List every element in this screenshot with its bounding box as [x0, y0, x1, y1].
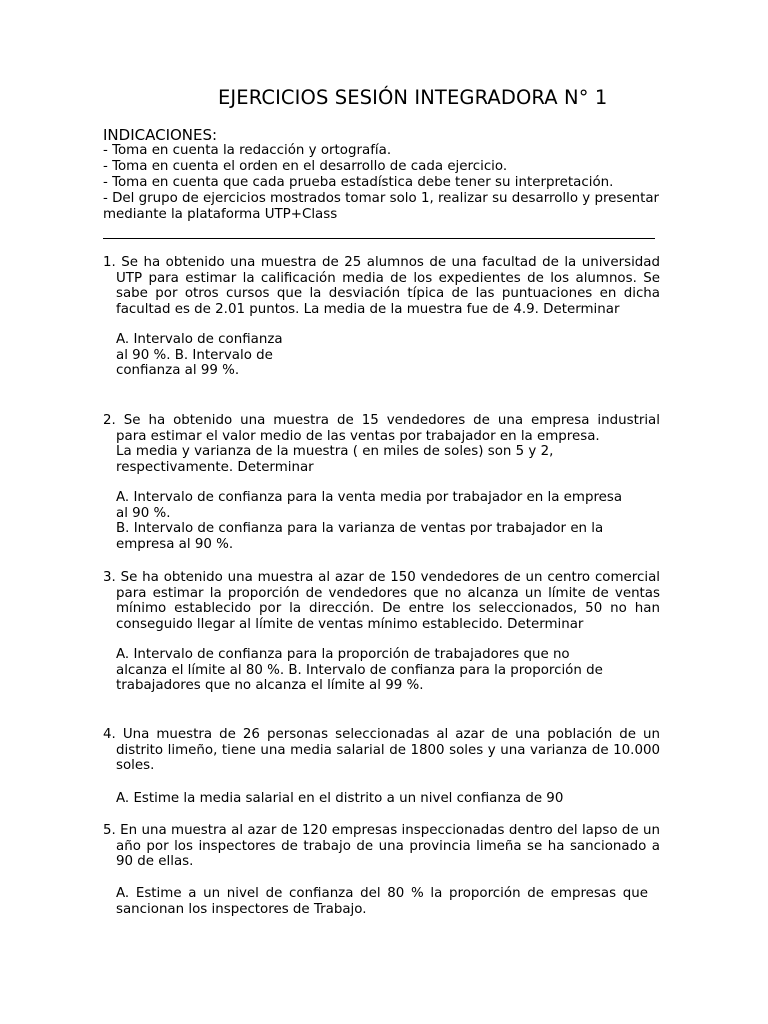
exercise-parts	[116, 791, 660, 807]
exercise-statement-line: La media y varianza de la muestra ( en miles de soles) son 5 y 2,	[116, 444, 554, 460]
exercise-part-line: confianza al 99 %.	[116, 363, 240, 379]
exercise-statement	[103, 413, 660, 476]
indication-item: - Toma en cuenta la redacción y ortografía.	[103, 143, 392, 158]
exercise-part-line: al 90 %. B. Intervalo de	[116, 347, 273, 363]
exercise-statement-line: respectivamente. Determinar	[116, 460, 314, 476]
exercise-part-line: alcanza el límite al 80 %. B. Intervalo de confianza para la proporción de	[116, 662, 603, 678]
horizontal-divider	[103, 238, 655, 239]
exercise-part-line: A. Intervalo de confianza para la venta media por trabajador en la empresa	[116, 489, 623, 505]
exercise-statement-line: 2. Se ha obtenido una muestra de 15 vendedores de una empresa industrial	[103, 413, 660, 428]
indications-heading: INDICACIONES:	[103, 126, 218, 144]
exercise-statement: 3. Se ha obtenido una muestra al azar de 150 vendedores de un centro comercial para estimar la proporción de vendedores que no alcanza un límite de ventas mínimo establecido por la dirección. De entre los seleccionados, 50 no han conseguido llegar al límite de ventas mínimo establecido. Determinar	[103, 570, 660, 633]
exercise-statement: 1. Se ha obtenido una muestra de 25 alumnos de una facultad de la universidad UTP para estimar la calificación media de los expedientes de los alumnos. Se sabe por otros cursos que la desviación típica de las puntuaciones en dicha facultad es de 2.01 puntos. La media de la muestra fue de 4.9. Determinar	[103, 255, 660, 318]
indication-item: - Del grupo de ejercicios mostrados tomar solo 1, realizar su desarrollo y presentar mediante la plataforma UTP+Class	[103, 191, 660, 222]
exercise-parts	[116, 647, 660, 694]
exercise-1	[103, 255, 660, 379]
exercise-part-line: empresa al 90 %.	[116, 536, 234, 552]
exercise-part-line: A. Intervalo de confianza	[116, 331, 283, 347]
exercise-4	[103, 727, 660, 807]
exercise-part-line: trabajadores que no alcanza el límite al 99 %.	[116, 678, 424, 694]
exercise-3	[103, 570, 660, 694]
exercise-part-line: al 90 %.	[116, 505, 171, 521]
document-title: EJERCICIOS SESIÓN INTEGRADORA N° 1	[218, 86, 608, 109]
indication-item: - Toma en cuenta que cada prueba estadística debe tener su interpretación.	[103, 175, 614, 190]
exercise-part-line: A. Intervalo de confianza para la proporción de trabajadores que no	[116, 646, 570, 662]
exercise-statement-line: para estimar el valor medio de las ventas por trabajador en la empresa.	[116, 428, 600, 444]
indication-item: - Toma en cuenta el orden en el desarrollo de cada ejercicio.	[103, 159, 508, 174]
exercise-parts	[116, 490, 660, 553]
exercise-part-line: B. Intervalo de confianza para la varianza de ventas por trabajador en la	[116, 521, 604, 537]
exercise-5	[103, 823, 660, 918]
exercise-statement: 4. Una muestra de 26 personas seleccionadas al azar de una población de un distrito limeño, tiene una media salarial de 1800 soles y una varianza de 10.000 soles.	[103, 727, 660, 774]
exercise-part-line: A. Estime la media salarial en el distrito a un nivel confianza de 90	[116, 791, 564, 807]
exercise-parts	[116, 332, 660, 379]
exercise-2	[103, 413, 660, 553]
exercise-part: A. Estime a un nivel de confianza del 80 % la proporción de empresas que sancionan los inspectores de Trabajo.	[116, 886, 648, 917]
exercise-statement: 5. En una muestra al azar de 120 empresas inspeccionadas dentro del lapso de un año por los inspectores de trabajo de una provincia limeña se ha sancionado a 90 de ellas.	[103, 823, 660, 870]
indications-list	[103, 143, 663, 223]
